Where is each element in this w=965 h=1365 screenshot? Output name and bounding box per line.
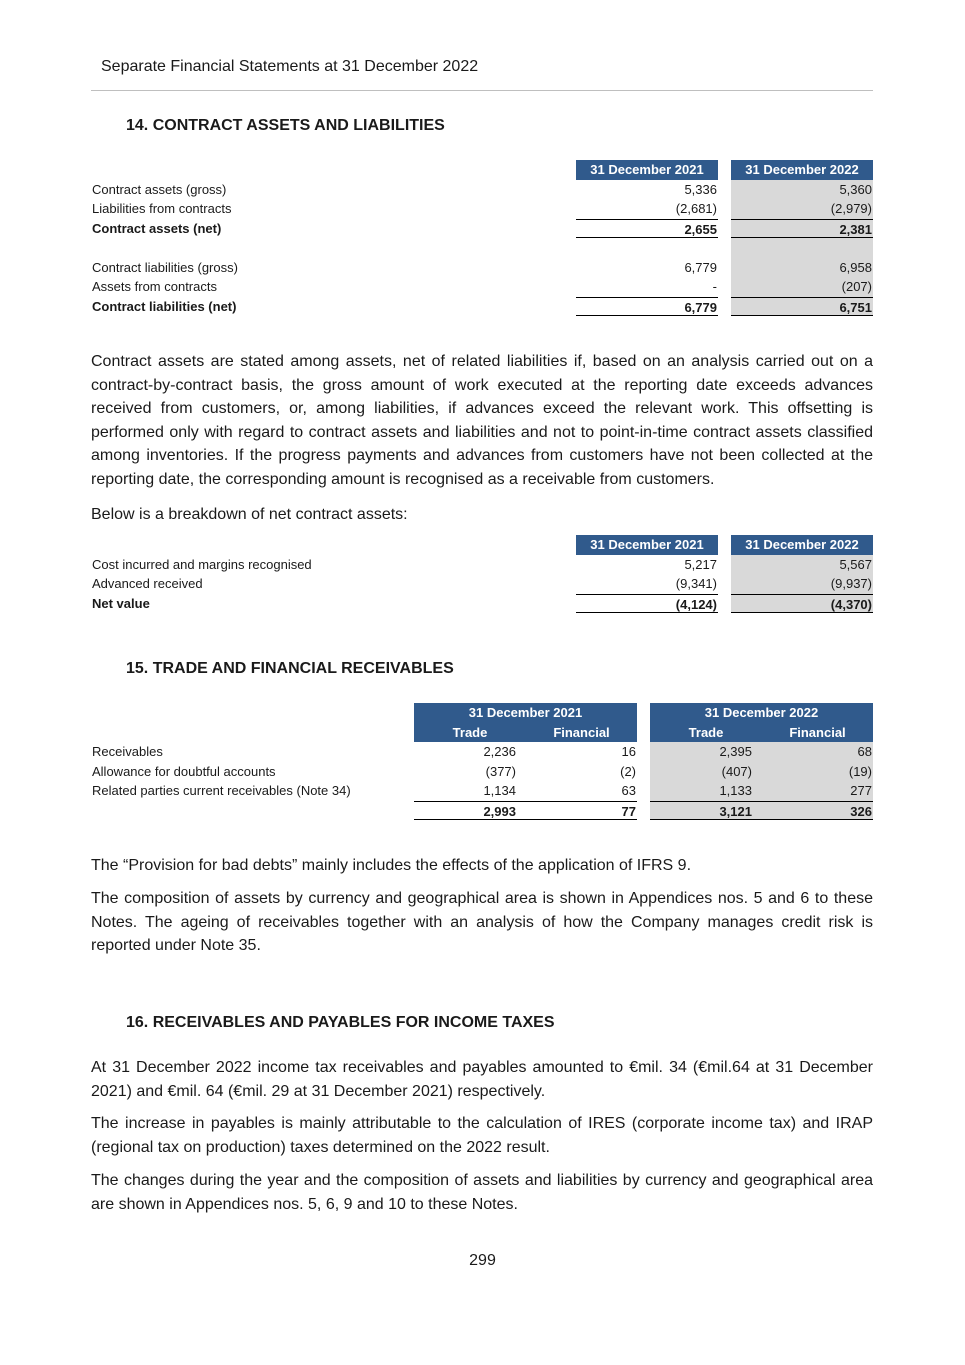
total-financial-2022: 326 [762, 801, 873, 821]
value-2021: (2,681) [675, 201, 717, 216]
group-header-2022: 31 December 2022 [650, 703, 873, 723]
section-15-paragraph-1: The “Provision for bad debts” mainly includes the effects of the application of IFRS 9. [91, 857, 692, 874]
subheader-financial-2021: Financial [526, 723, 637, 743]
section-15-title: 15. TRADE AND FINANCIAL RECEIVABLES [126, 660, 454, 677]
section-15-paragraph-2 [91, 887, 873, 958]
row-label: Contract liabilities (net) [92, 298, 237, 314]
table-row [91, 277, 873, 297]
value-2021: 6,779 [576, 297, 718, 317]
running-header: Separate Financial Statements at 31 December 2022 [101, 58, 479, 75]
paragraph-text: The increase in payables is mainly attributable to the calculation of IRES (corporate income tax) and IRAP (regional tax on production) taxes determined on the 2022 result. [91, 1115, 873, 1156]
column-header-2021: 31 December 2021 [576, 535, 718, 555]
total-trade-2021: 2,993 [414, 801, 526, 821]
value-2022: (2,979) [731, 199, 873, 219]
row-label: Receivables [92, 744, 163, 759]
paragraph-text: The composition of assets by currency and geographical area is shown in Appendices nos. 5 and 6 to these Notes. The ageing of receivables together with an analysis of how the Company manages credit risk is reported under Note 35. [91, 890, 873, 954]
value-2021: 5,217 [684, 556, 717, 572]
value-trade-2022: (407) [650, 762, 762, 782]
value-trade-2022: 2,395 [650, 742, 762, 762]
section-16-paragraph-3 [91, 1169, 873, 1216]
table-row [91, 742, 873, 762]
section-14-paragraph [91, 350, 873, 491]
table-subheader-row [91, 723, 873, 743]
section-16-paragraph-1 [91, 1056, 873, 1103]
table-row [91, 555, 873, 575]
table-row [91, 762, 873, 782]
row-label: Contract assets (net) [92, 220, 222, 236]
value-2021: (4,124) [576, 594, 718, 614]
row-label: Assets from contracts [92, 279, 217, 294]
header-divider [91, 90, 873, 91]
value-2021: 2,655 [576, 219, 718, 239]
column-header-2021: 31 December 2021 [576, 160, 718, 180]
column-header-2022: 31 December 2022 [731, 160, 873, 180]
value-2021: (9,341) [675, 576, 717, 591]
spacer-cell [731, 238, 873, 258]
value-financial-2021: 63 [621, 783, 636, 798]
table-spacer-row [91, 238, 873, 258]
table-row [91, 180, 873, 200]
subheader-trade-2021: Trade [414, 723, 526, 743]
value-2022: 2,381 [731, 219, 873, 239]
subheader-financial-2022: Financial [762, 723, 873, 743]
table-header-row [91, 160, 873, 180]
paragraph-text: At 31 December 2022 income tax receivables and payables amounted to €mil. 34 (€mil.64 at 31 December 2021) and €mil. 64 (€mil. 29 at 31 December 2021) respectively. [91, 1059, 873, 1100]
row-label: Cost incurred and margins recognised [92, 556, 312, 572]
paragraph-text: Contract assets are stated among assets, net of related liabilities if, based on an analysis carried out on a contract-by-contract basis, the gross amount of work executed at the reporting date exceeds advances received from customers, or, among liabilities, if advances exceed the relevant work. This offsetting is performed only with regard to contract assets and liabilities and not to point-in-time contract assets classified among inventories. If the progress payments and advances from customers have not been collected at the reporting date, the corresponding amount is recognised as a receivable from customers. [91, 353, 873, 488]
table-row-total [91, 594, 873, 614]
row-label: Related parties current receivables (Note 34) [92, 783, 351, 798]
value-financial-2021: (2) [620, 763, 636, 779]
page-number: 299 [469, 1252, 496, 1269]
row-label: Liabilities from contracts [92, 201, 232, 216]
section-16-title: 16. RECEIVABLES AND PAYABLES FOR INCOME TAXES [126, 1014, 555, 1031]
value-2022: 6,751 [731, 297, 873, 317]
table-row-total [91, 297, 873, 317]
table-group-header-row [91, 703, 873, 723]
value-2022: (207) [731, 277, 873, 297]
value-financial-2022: 277 [762, 781, 873, 801]
group-header-2021: 31 December 2021 [414, 703, 637, 723]
row-label: Contract liabilities (gross) [92, 259, 238, 275]
net-contract-assets-table [91, 535, 873, 613]
value-trade-2021: 2,236 [483, 744, 516, 759]
value-2022: (4,370) [731, 594, 873, 614]
value-trade-2022: 1,133 [650, 781, 762, 801]
table-row [91, 199, 873, 219]
receivables-table [91, 703, 873, 820]
row-label: Advanced received [92, 576, 203, 591]
table-row-total [91, 801, 873, 821]
value-2022: 6,958 [731, 258, 873, 278]
table-header-row [91, 535, 873, 555]
section-14-title: 14. CONTRACT ASSETS AND LIABILITIES [126, 117, 445, 134]
value-financial-2022: (19) [762, 762, 873, 782]
table-row [91, 574, 873, 594]
table-row [91, 781, 873, 801]
total-financial-2021: 77 [526, 801, 637, 821]
table-row [91, 258, 873, 278]
paragraph-text: The changes during the year and the composition of assets and liabilities by currency and geographical area are shown in Appendices nos. 5, 6, 9 and 10 to these Notes. [91, 1172, 873, 1213]
value-trade-2021: (377) [485, 763, 516, 779]
section-16-paragraph-2 [91, 1112, 873, 1159]
total-trade-2022: 3,121 [650, 801, 762, 821]
value-2021: - [712, 279, 717, 294]
table-row-total [91, 219, 873, 239]
row-label: Contract assets (gross) [92, 181, 227, 197]
contract-assets-table [91, 160, 873, 316]
value-2022: (9,937) [731, 574, 873, 594]
value-trade-2021: 1,134 [483, 783, 516, 798]
value-financial-2022: 68 [762, 742, 873, 762]
value-2021: 6,779 [684, 259, 717, 275]
subheader-trade-2022: Trade [650, 723, 762, 743]
row-label: Net value [92, 595, 150, 611]
column-header-2022: 31 December 2022 [731, 535, 873, 555]
value-2021: 5,336 [684, 181, 717, 197]
value-financial-2021: 16 [621, 744, 636, 759]
row-label: Allowance for doubtful accounts [92, 763, 276, 779]
value-2022: 5,567 [731, 555, 873, 575]
section-14-intro: Below is a breakdown of net contract assets: [91, 506, 408, 523]
value-2022: 5,360 [731, 180, 873, 200]
